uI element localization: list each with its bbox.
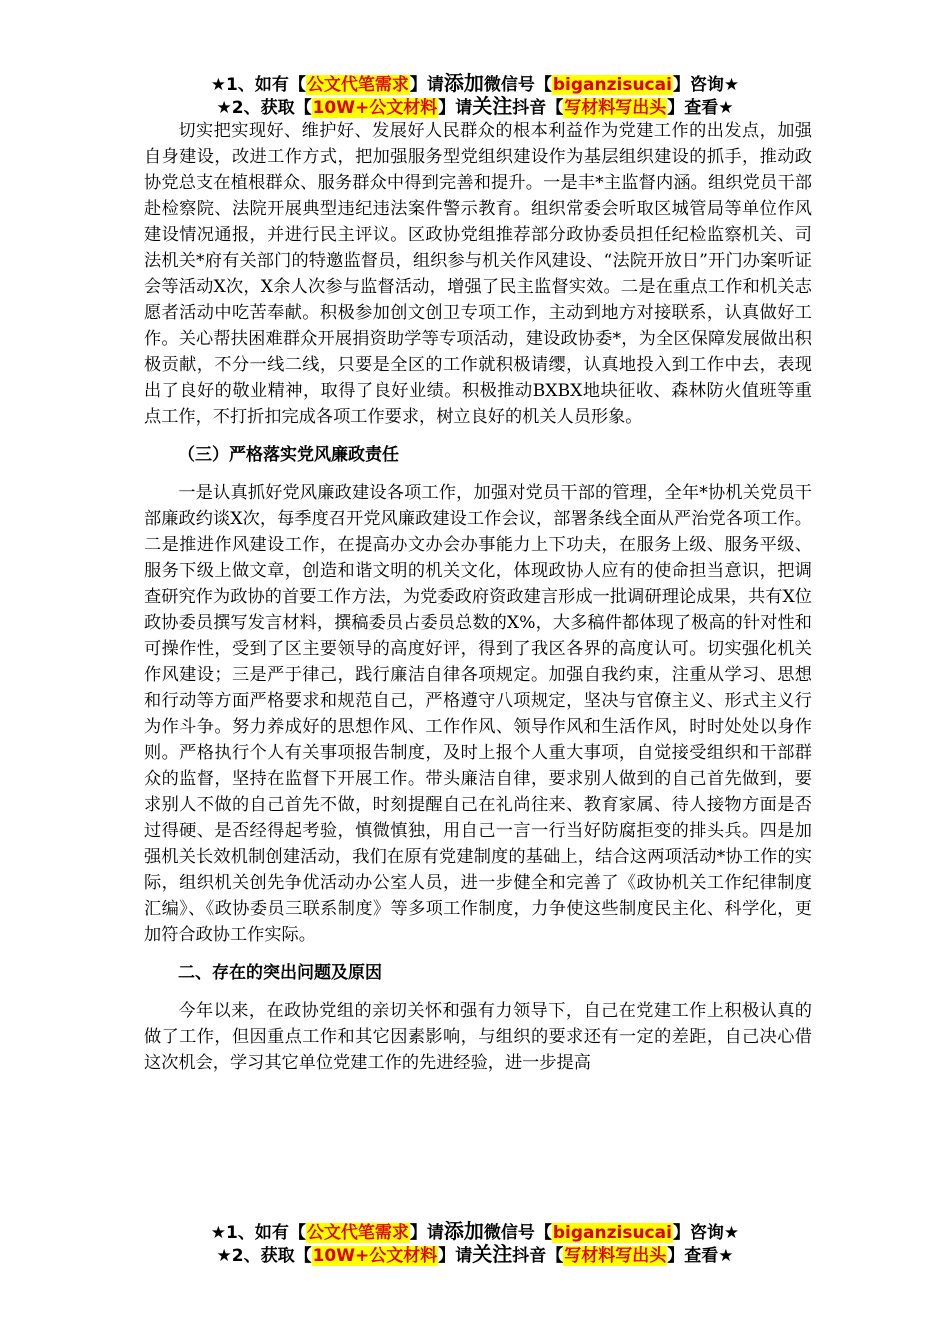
- banner-emphasis: 添加: [443, 71, 484, 95]
- banner-highlight: 公文代笔需求: [306, 1223, 409, 1243]
- banner-text: 抖音【: [512, 98, 564, 118]
- banner-highlight: biganzisucai: [552, 75, 672, 95]
- banner-text: 】请: [438, 1246, 473, 1266]
- banner-text: ★1、如有【: [210, 75, 306, 95]
- banner-text: 】查看★: [667, 1246, 734, 1266]
- banner-text: 】请: [409, 75, 444, 95]
- banner-highlight: 写材料写出头: [564, 98, 667, 118]
- banner-text: 】请: [438, 98, 473, 118]
- banner-highlight: biganzisucai: [552, 1223, 672, 1243]
- banner-text: 微信号【: [483, 75, 552, 95]
- body-paragraph: 今年以来，在政协党组的亲切关怀和强有力领导下，自己在党建工作上积极认真的做了工作，但因重点工作和其它因素影响，与组织的要求还有一定的差距，自己决心借这次机会，学习其它单位党建工作的先进经验，进一步提高: [144, 1001, 812, 1073]
- footer-banner-line2: [0, 1241, 950, 1269]
- banner-text: 】咨询★: [672, 75, 740, 95]
- banner-emphasis: 添加: [443, 1219, 484, 1243]
- section-heading: 二、存在的突出问题及原因: [178, 963, 382, 983]
- header-banner-line2: [0, 93, 950, 121]
- banner-text: ★2、获取【: [216, 1246, 312, 1266]
- body-paragraph: 切实把实现好、维护好、发展好人民群众的根本利益作为党建工作的出发点，加强自身建设，改进工作方式，把加强服务型党组织建设作为基层组织建设的抓手，推动政协党总支在植根群众、服务群众中得到完善和提升。一是丰*主监督内涵。组织党员干部赴检察院、法院开展典型违纪违法案件警示教育。组织常委会听取区城管局等单位作风建设情况通报，并进行民主评议。区政协党组推荐部分政协委员担任纪检监察机关、司法机关*府有关部门的特邀监督员，组织参与机关作风建设、“法院开放日”开门办案听证会等活动X次，X余人次参与监督活动，增强了民主监督实效。二是在重点工作和机关志愿者活动中吃苦奉献。积极参加创文创卫专项工作，主动到地方对接联系，认真做好工作。关心帮扶困难群众开展捐资助学等专项活动，建设政协委*，为全区保障发展做出积极贡献，不分一线二线，只要是全区的工作就积极请缨，认真地投入到工作中去，表现出了良好的敬业精神，取得了良好业绩。积极推动BXBX地块征收、森林防火值班等重点工作，不打折扣完成各项工作要求，树立良好的机关人员形象。: [144, 121, 812, 427]
- banner-emphasis: 关注: [472, 94, 513, 118]
- document-body: [144, 118, 812, 1076]
- banner-text: 抖音【: [512, 1246, 564, 1266]
- section-heading: （三）严格落实党风廉政责任: [178, 445, 399, 465]
- body-paragraph: 一是认真抓好党风廉政建设各项工作，加强对党员干部的管理，全年*协机关党员干部廉政约谈X次，每季度召开党风廉政建设工作会议，部署条线全面从严治党各项工作。二是推进作风建设工作，在提高办文办会办事能力上下功夫，在服务上级、服务平级、服务下级上做文章，创造和谐文明的机关文化，体现政协人应有的使命担当意识，把调查研究作为政协的首要工作方法，为党委政府资政建言形成一批调研理论成果，共有X位政协委员撰写发言材料，撰稿委员占委员总数的X%，大多稿件都体现了极高的针对性和可操作性，受到了区主要领导的高度好评，得到了我区各界的高度认可。切实强化机关作风建设；三是严于律己，践行廉洁自律各项规定。加强自我约束，注重从学习、思想和行动等方面严格要求和规范自己，严格遵守八项规定，坚决与官僚主义、形式主义行为作斗争。努力养成好的思想作风、工作作风、领导作风和生活作风，时时处处以身作则。严格执行个人有关事项报告制度，及时上报个人重大事项，自觉接受组织和干部群众的监督，坚持在监督下开展工作。带头廉洁自律，要求别人做到的自己首先做到，要求别人不做的自己首先不做，时刻提醒自己在礼尚往来、教育家属、待人接物方面是否过得硬、是否经得起考验，慎微慎独，用自己一言一行当好防腐拒变的排头兵。四是加强机关长效机制创建活动，我们在原有党建制度的基础上，结合这两项活动*协工作的实际，组织机关创先争优活动办公室人员，进一步健全和完善了《政协机关工作纪律制度汇编》、《政协委员三联系制度》等多项工作制度，力争使这些制度民主化、科学化，更加符合政协工作实际。: [144, 483, 812, 945]
- banner-text: 】请: [409, 1223, 444, 1243]
- banner-highlight: 10W+公文材料: [312, 98, 438, 118]
- banner-emphasis: 关注: [472, 1242, 513, 1266]
- banner-highlight: 10W+公文材料: [312, 1246, 438, 1266]
- banner-text: 微信号【: [483, 1223, 552, 1243]
- banner-text: 】查看★: [667, 98, 734, 118]
- banner-text: 】咨询★: [672, 1223, 740, 1243]
- banner-highlight: 写材料写出头: [564, 1246, 667, 1266]
- banner-highlight: 公文代笔需求: [306, 75, 409, 95]
- banner-text: ★1、如有【: [210, 1223, 306, 1243]
- banner-text: ★2、获取【: [216, 98, 312, 118]
